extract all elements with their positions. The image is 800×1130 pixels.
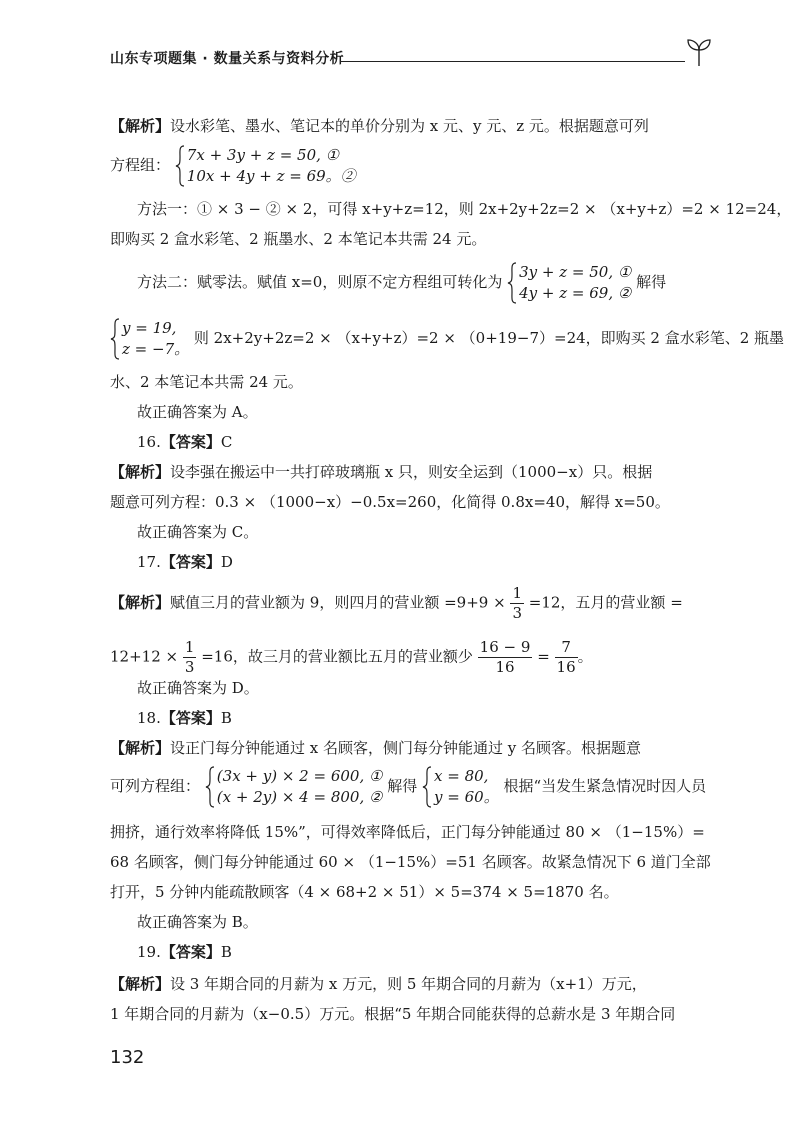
q17-answer: 17.【答案】D xyxy=(137,553,233,571)
equation-2: 4y + z = 69, ② xyxy=(519,284,632,302)
brace-icon xyxy=(205,766,215,808)
q18-analysis-line3: 拥挤，通行效率将降低 15%”，可得效率降低后，正门每分钟能通过 80 × （1−15%）= xyxy=(110,823,705,841)
q19-analysis-line1: 【解析】设 3 年期合同的月薪为 x 万元，则 5 年期合同的月薪为（x+1）万元， xyxy=(110,975,647,993)
solution-system: y = 19, z = −7。 xyxy=(110,318,189,360)
q15-method1-cont: 即购买 2 盒水彩笔、2 瓶墨水、2 本笔记本共需 24 元。 xyxy=(110,230,487,248)
q16-answer: 16.【答案】C xyxy=(137,433,233,451)
q15-analysis-line1: 【解析】设水彩笔、墨水、笔记本的单价分别为 x 元、y 元、z 元。根据题意可列 xyxy=(110,117,649,135)
q17-analysis-line1: 【解析】赋值三月的营业额为 9，则四月的营业额 =9+9 × $\frac{1}{3}$ =12，五月的营业额 = xyxy=(110,584,683,622)
running-header: 山东专项题集 · 数量关系与资料分析 xyxy=(110,51,345,67)
equation-2: (x + 2y) × 4 = 800, ② xyxy=(216,788,383,806)
q15-method1: 方法一：① × 3 − ② × 2，可得 x+y+z=12，则 2x+2y+2z=2 × （x+y+z）=2 × 12=24， xyxy=(137,200,792,218)
fraction: $\frac{1}{3}$ xyxy=(184,638,195,676)
q19-analysis-line2: 1 年期合同的月薪为（x−0.5）万元。根据“5 年期合同能获得的总薪水是 3 年期合同 xyxy=(110,1005,676,1023)
q15-solution: y = 19, z = −7。 则 2x+2y+2z=2 × （x+y+z）=2 × （0+19−7）=24，即购买 2 盒水彩笔、2 瓶墨 xyxy=(110,318,784,360)
q16-analysis-line2: 题意可列方程：0.3 × （1000−x）−0.5x=260，化简得 0.8x=40，解得 x=50。 xyxy=(110,493,670,511)
q16-analysis-line1: 【解析】设李强在搬运中一共打碎玻璃瓶 x 只，则安全运到（1000−x）只。根据 xyxy=(110,463,653,481)
q15-method2: 方法二：赋零法。赋值 x=0，则原不定方程组可转化为 3y + z = 50, ① 4y + z = 69, ② 解得 xyxy=(137,263,667,302)
sprout-icon xyxy=(686,38,712,68)
equation-1: (3x + y) × 2 = 600, ① xyxy=(216,767,383,785)
analysis-label: 【解析】 xyxy=(110,463,171,481)
q18-equation-system: 可列方程组： (3x + y) × 2 = 600, ① (x + 2y) × 4 = 800, ② 解得 x = 80, y = 60。 根据“当发生紧急情况时因人员 xyxy=(110,767,707,806)
q15-solution-cont: 水、2 本笔记本共需 24 元。 xyxy=(110,373,303,391)
analysis-label: 【解析】 xyxy=(110,117,171,135)
brace-icon xyxy=(422,766,432,808)
q18-conclusion: 故正确答案为 B。 xyxy=(137,913,258,931)
equation-1: 7x + 3y + z = 50, ① xyxy=(186,146,340,164)
solution-system: x = 80, y = 60。 xyxy=(422,766,499,808)
q17-analysis-line2: 12+12 × $\frac{1}{3}$ =16，故三月的营业额比五月的营业额少 $\frac{16 - 9}{16}$ = $\frac{7}{16}$ 。 xyxy=(110,638,593,676)
equation-2: 10x + 4y + z = 69。② xyxy=(186,167,356,185)
q15-conclusion: 故正确答案为 A。 xyxy=(137,403,258,421)
q17-conclusion: 故正确答案为 D。 xyxy=(137,679,259,697)
analysis-label: 【解析】 xyxy=(110,975,171,993)
header-rule xyxy=(340,61,685,62)
q19-answer: 19.【答案】B xyxy=(137,943,232,961)
q18-analysis-line4: 68 名顾客，侧门每分钟能通过 60 × （1−15%）=51 名顾客。故紧急情况下 6 道门全部 xyxy=(110,853,711,871)
fraction: $\frac{1}{3}$ xyxy=(512,584,522,622)
equation-1: 3y + z = 50, ① xyxy=(519,263,632,281)
q16-conclusion: 故正确答案为 C。 xyxy=(137,523,259,541)
q18-analysis-line5: 打开，5 分钟内能疏散顾客（4 × 68+2 × 51）× 5=374 × 5=1870 名。 xyxy=(110,883,619,901)
q18-analysis-line1: 【解析】设正门每分钟能通过 x 名顾客，侧门每分钟能通过 y 名顾客。根据题意 xyxy=(110,739,642,757)
equation-system xyxy=(205,766,383,808)
q18-answer: 18.【答案】B xyxy=(137,709,232,727)
equation-system xyxy=(175,145,356,187)
equation-system xyxy=(507,262,631,304)
brace-icon xyxy=(110,318,120,360)
brace-icon xyxy=(175,145,185,187)
brace-icon xyxy=(507,262,517,304)
analysis-label: 【解析】 xyxy=(110,593,171,612)
q15-equation-system: 方程组： 7x + 3y + z = 50, ① 10x + 4y + z = 69。② xyxy=(110,146,356,185)
analysis-label: 【解析】 xyxy=(110,739,171,757)
fraction: $\frac{16 - 9}{16}$ xyxy=(479,638,531,676)
fraction: $\frac{7}{16}$ xyxy=(556,638,576,676)
page-number: 132 xyxy=(110,1047,145,1068)
